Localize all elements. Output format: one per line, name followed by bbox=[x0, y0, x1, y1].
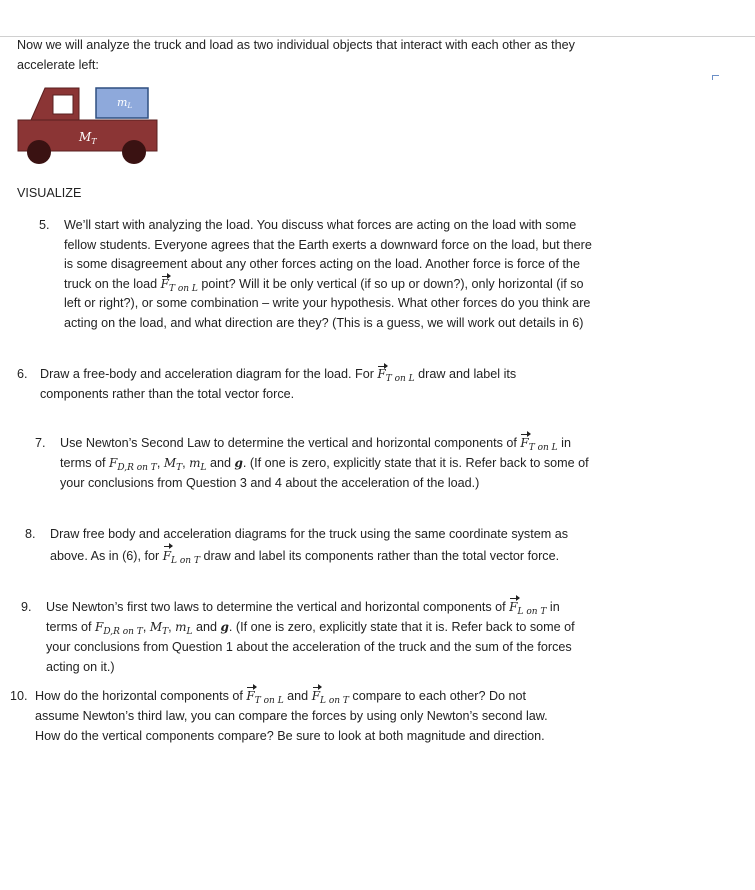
q10-text bbox=[35, 686, 548, 746]
q9-number: 9. bbox=[21, 600, 32, 614]
q10-number: 10. bbox=[10, 689, 28, 703]
force-t-on-l: F bbox=[520, 433, 528, 453]
comma: , bbox=[168, 620, 172, 634]
front-wheel bbox=[122, 140, 146, 164]
q8-line-2a: above. As in (6), for bbox=[50, 549, 163, 563]
load-mass: m bbox=[175, 620, 187, 634]
force-l-on-t: F bbox=[312, 686, 320, 706]
q7-text bbox=[60, 433, 589, 493]
q10-line-1a: How do the horizontal components of bbox=[35, 689, 247, 703]
force-l-on-t: F bbox=[509, 597, 517, 617]
q5-line-4 bbox=[64, 275, 592, 295]
intro-line-1: Now we will analyze the truck and load as two individual objects that interact with each other as they bbox=[17, 38, 575, 52]
q10-line-1c: compare to each other? Do not bbox=[348, 689, 527, 703]
q7-number: 7. bbox=[35, 436, 46, 450]
q7-line-1b: in bbox=[557, 436, 571, 450]
q7-line-1a: Use Newton’s Second Law to determine the vertical and horizontal components of bbox=[60, 436, 521, 450]
force-l-on-t: F bbox=[163, 545, 171, 567]
q8-number: 8. bbox=[25, 527, 36, 541]
load-mass-sub: L bbox=[200, 463, 207, 473]
force-dr-on-t: F bbox=[95, 620, 104, 634]
force-t-on-l-sub: T on L bbox=[254, 696, 284, 706]
truck-mass: M bbox=[163, 456, 177, 470]
q5-line-1: We’ll start with analyzing the load. You discuss what forces are acting on the load with some bbox=[64, 218, 577, 232]
truck-mass: M bbox=[149, 620, 163, 634]
margin-mark bbox=[712, 75, 719, 80]
force-l-on-t-sub: L on T bbox=[171, 556, 200, 566]
q5-line-6: acting on the load, and what direction are they? (This is a guess, we will work out details in 6) bbox=[64, 315, 584, 330]
force-t-on-l: F bbox=[161, 275, 169, 295]
comma: , bbox=[142, 620, 147, 634]
q9-text bbox=[46, 597, 575, 677]
force-l-on-t-sub: L on T bbox=[517, 607, 547, 617]
force-t-on-l-sub: T on L bbox=[385, 374, 415, 384]
q7-line-3: your conclusions from Question 3 and 4 about the acceleration of the load.) bbox=[60, 476, 480, 490]
intro-line-2: accelerate left: bbox=[17, 57, 99, 72]
q10-line-3: How do the vertical components compare? Be sure to look at both magnitude and direction. bbox=[35, 729, 545, 743]
q6-line-1b: draw and label its bbox=[414, 367, 517, 381]
q7-line-2c: . (If one is zero, explicitly state that it is. Refer back to some of bbox=[242, 456, 589, 470]
q8-text bbox=[50, 523, 568, 567]
force-t-on-l-sub: T on L bbox=[168, 283, 198, 294]
q5-text bbox=[64, 216, 592, 333]
force-dr-on-t-sub: D,R on T bbox=[117, 463, 157, 473]
truck-window bbox=[53, 95, 73, 114]
q9-line-2b: and bbox=[192, 620, 221, 634]
force-l-on-t-sub: L on T bbox=[320, 696, 349, 706]
gravity-symbol: g bbox=[220, 620, 229, 634]
q9-line-1a: Use Newton’s first two laws to determine the vertical and horizontal components of bbox=[46, 600, 510, 614]
q5-line-5: left or right?), or some combination – write your hypothesis. What other forces do you think are bbox=[64, 296, 591, 310]
truck-figure bbox=[17, 84, 159, 168]
comma: , bbox=[156, 456, 161, 470]
load-mass-sub: L bbox=[186, 627, 193, 637]
q6-line-1 bbox=[40, 365, 516, 385]
intro-paragraph bbox=[17, 36, 575, 75]
q9-line-4: acting on it.) bbox=[46, 660, 115, 674]
q6-number: 6. bbox=[17, 367, 28, 381]
section-title: VISUALIZE bbox=[17, 186, 82, 200]
q9-line-2c: . (If one is zero, explicitly state that it is. Refer back to some of bbox=[228, 620, 575, 634]
q7-line-2a: terms of bbox=[60, 456, 109, 470]
truck-mass-sub: T bbox=[162, 627, 169, 637]
q5-line-4a: truck on the load bbox=[64, 276, 161, 291]
q5-line-2: fellow students. Everyone agrees that the Earth exerts a downward force on the load, but there bbox=[64, 237, 592, 252]
rear-wheel bbox=[27, 140, 51, 164]
truck-label: $M_T$ bbox=[79, 130, 97, 146]
q7-line-2b: and bbox=[206, 456, 235, 470]
force-dr-on-t-sub: D,R on T bbox=[103, 627, 143, 637]
q8-line-2 bbox=[50, 545, 568, 567]
force-dr-on-t: F bbox=[109, 456, 118, 470]
q5-number: 5. bbox=[39, 218, 50, 232]
q8-line-1: Draw free body and acceleration diagrams for the truck using the same coordinate system as bbox=[50, 527, 568, 541]
load-mass: m bbox=[189, 456, 201, 470]
load-label: mL bbox=[117, 96, 133, 110]
q9-line-1b: in bbox=[546, 600, 560, 614]
q8-line-2b: draw and label its components rather than the total vector force. bbox=[199, 549, 560, 563]
q10-line-1b: and bbox=[283, 689, 312, 703]
q9-line-3: your conclusions from Question 1 about the acceleration of the truck and the sum of the forces bbox=[46, 640, 572, 654]
q6-text bbox=[40, 365, 516, 404]
q6-line-1a: Draw a free-body and acceleration diagram for the load. For bbox=[40, 367, 378, 381]
truck-drawing bbox=[17, 84, 159, 168]
gravity-symbol: g bbox=[234, 456, 243, 470]
truck-mass-sub: T bbox=[176, 463, 183, 473]
force-t-on-l: F bbox=[246, 686, 254, 706]
q5-line-4b: point? Will it be only vertical (if so up or down?), only horizontal (if so bbox=[197, 276, 584, 291]
q9-line-1 bbox=[46, 597, 575, 617]
q6-line-2: components rather than the total vector force. bbox=[40, 386, 295, 401]
force-t-on-l: F bbox=[377, 365, 385, 385]
q7-line-1 bbox=[60, 433, 589, 453]
q5-line-3: is some disagreement about any other forces acting on the load. Another force is force of the bbox=[64, 257, 580, 271]
q10-line-2: assume Newton’s third law, you can compare the forces by using only Newton’s second law. bbox=[35, 709, 548, 723]
q9-line-2a: terms of bbox=[46, 620, 95, 634]
q10-line-1 bbox=[35, 686, 548, 706]
comma: , bbox=[182, 456, 186, 470]
force-t-on-l-sub: T on L bbox=[528, 443, 558, 453]
q9-line-2 bbox=[46, 617, 575, 637]
q7-line-2 bbox=[60, 453, 589, 473]
